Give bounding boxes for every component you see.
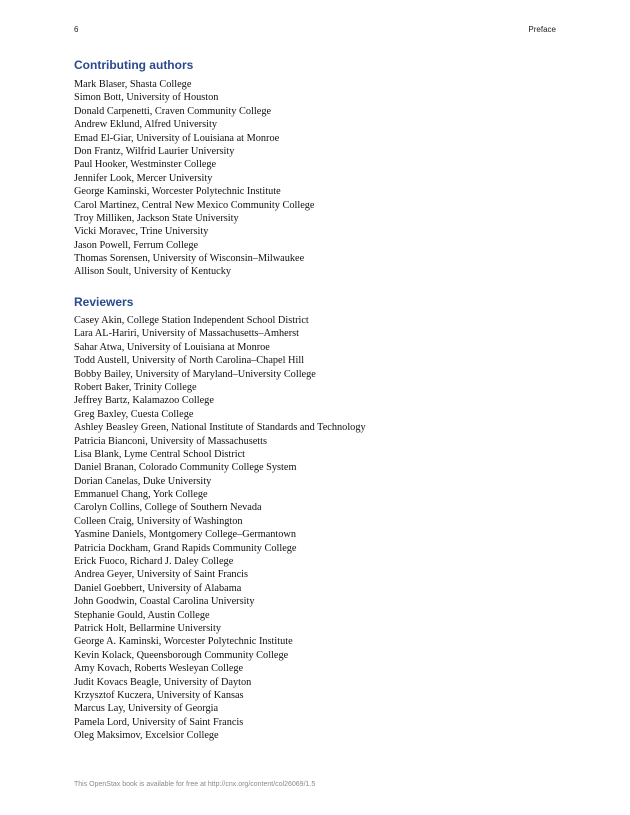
reviewer-entry: Krzysztof Kuczera, University of Kansas	[74, 689, 244, 701]
contributor-entry: Troy Milliken, Jackson State University	[74, 212, 239, 224]
footer-note: This OpenStax book is available for free at http://cnx.org/content/col26069/1.5	[74, 781, 316, 788]
contributor-entry: Don Frantz, Wilfrid Laurier University	[74, 145, 235, 157]
page-number: 6	[74, 25, 79, 34]
reviewer-entry: Casey Akin, College Station Independent School District	[74, 315, 309, 326]
reviewer-entry: Lisa Blank, Lyme Central School District	[74, 448, 246, 460]
reviewer-entry: Oleg Maksimov, Excelsior College	[74, 730, 219, 742]
contributor-entry: Andrew Eklund, Alfred University	[74, 119, 217, 131]
reviewer-entry: Colleen Craig, University of Washington	[74, 515, 243, 527]
reviewer-entry: Bobby Bailey, University of Maryland–University College	[74, 368, 316, 380]
reviewer-entry: Todd Austell, University of North Carolina–Chapel Hill	[74, 355, 305, 367]
reviewer-entry: Daniel Branan, Colorado Community College System	[74, 462, 297, 474]
reviewer-entry: Greg Baxley, Cuesta College	[74, 408, 194, 420]
reviewer-entry: George A. Kaminski, Worcester Polytechnic Institute	[74, 636, 293, 648]
contributor-entry: Allison Soult, University of Kentucky	[74, 266, 232, 278]
contributor-entry: Carol Martinez, Central New Mexico Community College	[74, 199, 315, 211]
reviewer-entry: Jeffrey Bartz, Kalamazoo College	[74, 395, 214, 407]
contributor-entry: Vicki Moravec, Trine University	[74, 226, 209, 238]
contributor-entry: Emad El-Giar, University of Louisiana at Monroe	[74, 132, 280, 144]
reviewer-entry: Patrick Holt, Bellarmine University	[74, 622, 221, 634]
reviewer-entry: Andrea Geyer, University of Saint Francis	[74, 569, 249, 581]
reviewer-entry: Emmanuel Chang, York College	[74, 489, 208, 501]
reviewer-entry: Ashley Beasley Green, National Institute of Standards and Technology	[74, 422, 366, 434]
reviewer-entry: Daniel Goebbert, University of Alabama	[74, 582, 242, 594]
reviewer-entry: Kevin Kolack, Queensborough Community College	[74, 649, 289, 661]
reviewer-entry: Dorian Canelas, Duke University	[74, 475, 212, 487]
reviewer-entry: Erick Fuoco, Richard J. Daley College	[74, 556, 234, 568]
reviewer-entry: Judit Kovacs Beagle, University of Dayton	[74, 676, 252, 688]
contributor-entry: George Kaminski, Worcester Polytechnic Institute	[74, 186, 281, 198]
reviewer-entry: Lara AL-Hariri, University of Massachusetts–Amherst	[74, 328, 300, 340]
contributor-entry: Jason Powell, Ferrum College	[74, 239, 199, 251]
reviewer-entry: Robert Baker, Trinity College	[74, 381, 197, 393]
reviewer-entry: Sahar Atwa, University of Louisiana at Monroe	[74, 341, 270, 353]
reviewer-entry: Patricia Dockham, Grand Rapids Community College	[74, 542, 297, 554]
reviewer-entry: John Goodwin, Coastal Carolina University	[74, 596, 255, 608]
reviewer-entry: Carolyn Collins, College of Southern Nevada	[74, 502, 262, 514]
reviewer-entry: Amy Kovach, Roberts Wesleyan College	[74, 663, 244, 675]
reviewers-heading: Reviewers	[74, 295, 134, 309]
contributing-authors-list	[74, 78, 315, 279]
reviewer-entry: Marcus Lay, University of Georgia	[74, 703, 219, 715]
contributor-entry: Thomas Sorensen, University of Wisconsin–Milwaukee	[74, 253, 305, 265]
contributor-entry: Mark Blaser, Shasta College	[74, 79, 192, 90]
reviewer-entry: Yasmine Daniels, Montgomery College–Germantown	[74, 529, 297, 541]
reviewers-list	[74, 314, 366, 743]
running-head: Preface	[528, 25, 556, 34]
reviewer-entry: Patricia Bianconi, University of Massachusetts	[74, 435, 268, 447]
contributor-entry: Paul Hooker, Westminster College	[74, 159, 217, 171]
reviewer-entry: Stephanie Gould, Austin College	[74, 609, 210, 621]
contributor-entry: Donald Carpenetti, Craven Community College	[74, 105, 272, 117]
contributor-entry: Simon Bott, University of Houston	[74, 92, 219, 104]
contributor-entry: Jennifer Look, Mercer University	[74, 172, 213, 184]
contributing-authors-heading: Contributing authors	[74, 58, 194, 72]
reviewer-entry: Pamela Lord, University of Saint Francis	[74, 716, 244, 728]
